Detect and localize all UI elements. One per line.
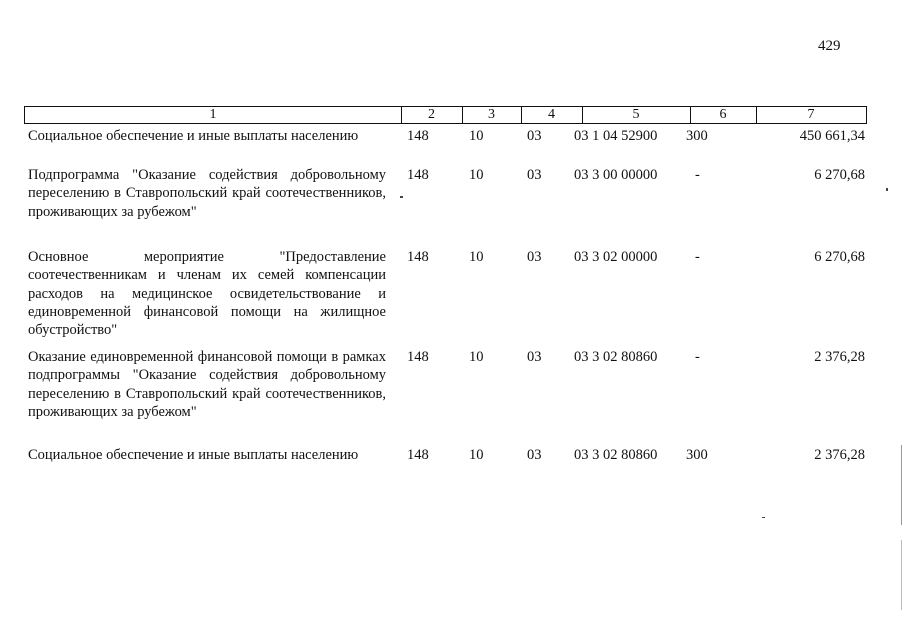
header-cell-7: 7 xyxy=(807,107,815,122)
row-cell-7: 2 376,28 xyxy=(814,349,865,365)
row-description: Социальное обеспечение и иные выплаты населению xyxy=(28,128,359,144)
row-cell-7: 6 270,68 xyxy=(814,249,865,265)
row-description: Подпрограмма "Оказание содействия добровольному переселению в Ставропольский край соотечественников, проживающих за рубежом" xyxy=(28,167,386,220)
row-cell-4: 03 xyxy=(527,128,542,144)
row-cell-5: 03 3 02 80860 xyxy=(574,349,658,365)
row-cell-7: 450 661,34 xyxy=(799,128,865,144)
row-cell-2: 148 xyxy=(407,447,429,463)
row-cell-7: 2 376,28 xyxy=(814,447,865,463)
row-cell-2: 148 xyxy=(407,249,429,265)
row-cell-3: 10 xyxy=(469,249,484,265)
row-cell-3: 10 xyxy=(469,167,484,183)
scan-speck xyxy=(762,517,765,518)
row-cell-2: 148 xyxy=(407,349,429,365)
row-cell-2: 148 xyxy=(407,128,429,144)
row-cell-4: 03 xyxy=(527,349,542,365)
row-cell-3: 10 xyxy=(469,447,484,463)
row-cell-6: - xyxy=(695,349,700,365)
table-header-row xyxy=(24,106,867,124)
header-cell-4: 4 xyxy=(548,107,555,122)
row-cell-4: 03 xyxy=(527,167,542,183)
row-cell-4: 03 xyxy=(527,249,542,265)
header-cell-6: 6 xyxy=(719,107,727,122)
row-cell-6: 300 xyxy=(686,447,708,463)
row-description: Социальное обеспечение и иные выплаты населению xyxy=(28,447,359,463)
header-cell-2: 2 xyxy=(428,107,435,122)
row-description: Основное мероприятие "Предоставление соотечественникам и членам их семей компенсации расходов на медицинское освидетельствование и единовременной финансовой помощи на жилищное обустройство" xyxy=(28,249,386,339)
scan-edge-line xyxy=(901,445,902,525)
row-cell-6: - xyxy=(695,249,700,265)
row-cell-7: 6 270,68 xyxy=(814,167,865,183)
scan-speck xyxy=(886,188,888,191)
row-cell-5: 03 3 00 00000 xyxy=(574,167,658,183)
row-cell-3: 10 xyxy=(469,128,484,144)
row-cell-5: 03 3 02 80860 xyxy=(574,447,658,463)
row-cell-5: 03 3 02 00000 xyxy=(574,249,658,265)
scan-speck xyxy=(400,196,403,198)
row-cell-3: 10 xyxy=(469,349,484,365)
row-cell-6: 300 xyxy=(686,128,708,144)
header-cell-3: 3 xyxy=(488,107,495,122)
row-cell-2: 148 xyxy=(407,167,429,183)
row-cell-5: 03 1 04 52900 xyxy=(574,128,658,144)
scan-edge-line xyxy=(901,540,902,610)
row-cell-4: 03 xyxy=(527,447,542,463)
header-cell-1: 1 xyxy=(209,107,217,122)
row-cell-6: - xyxy=(695,167,700,183)
row-description: Оказание единовременной финансовой помощи в рамках подпрограммы "Оказание содействия добровольному переселению в Ставропольский край соотечественников, проживающих за рубежом" xyxy=(28,349,386,420)
header-cell-5: 5 xyxy=(632,107,640,122)
page-number: 429 xyxy=(818,38,841,54)
